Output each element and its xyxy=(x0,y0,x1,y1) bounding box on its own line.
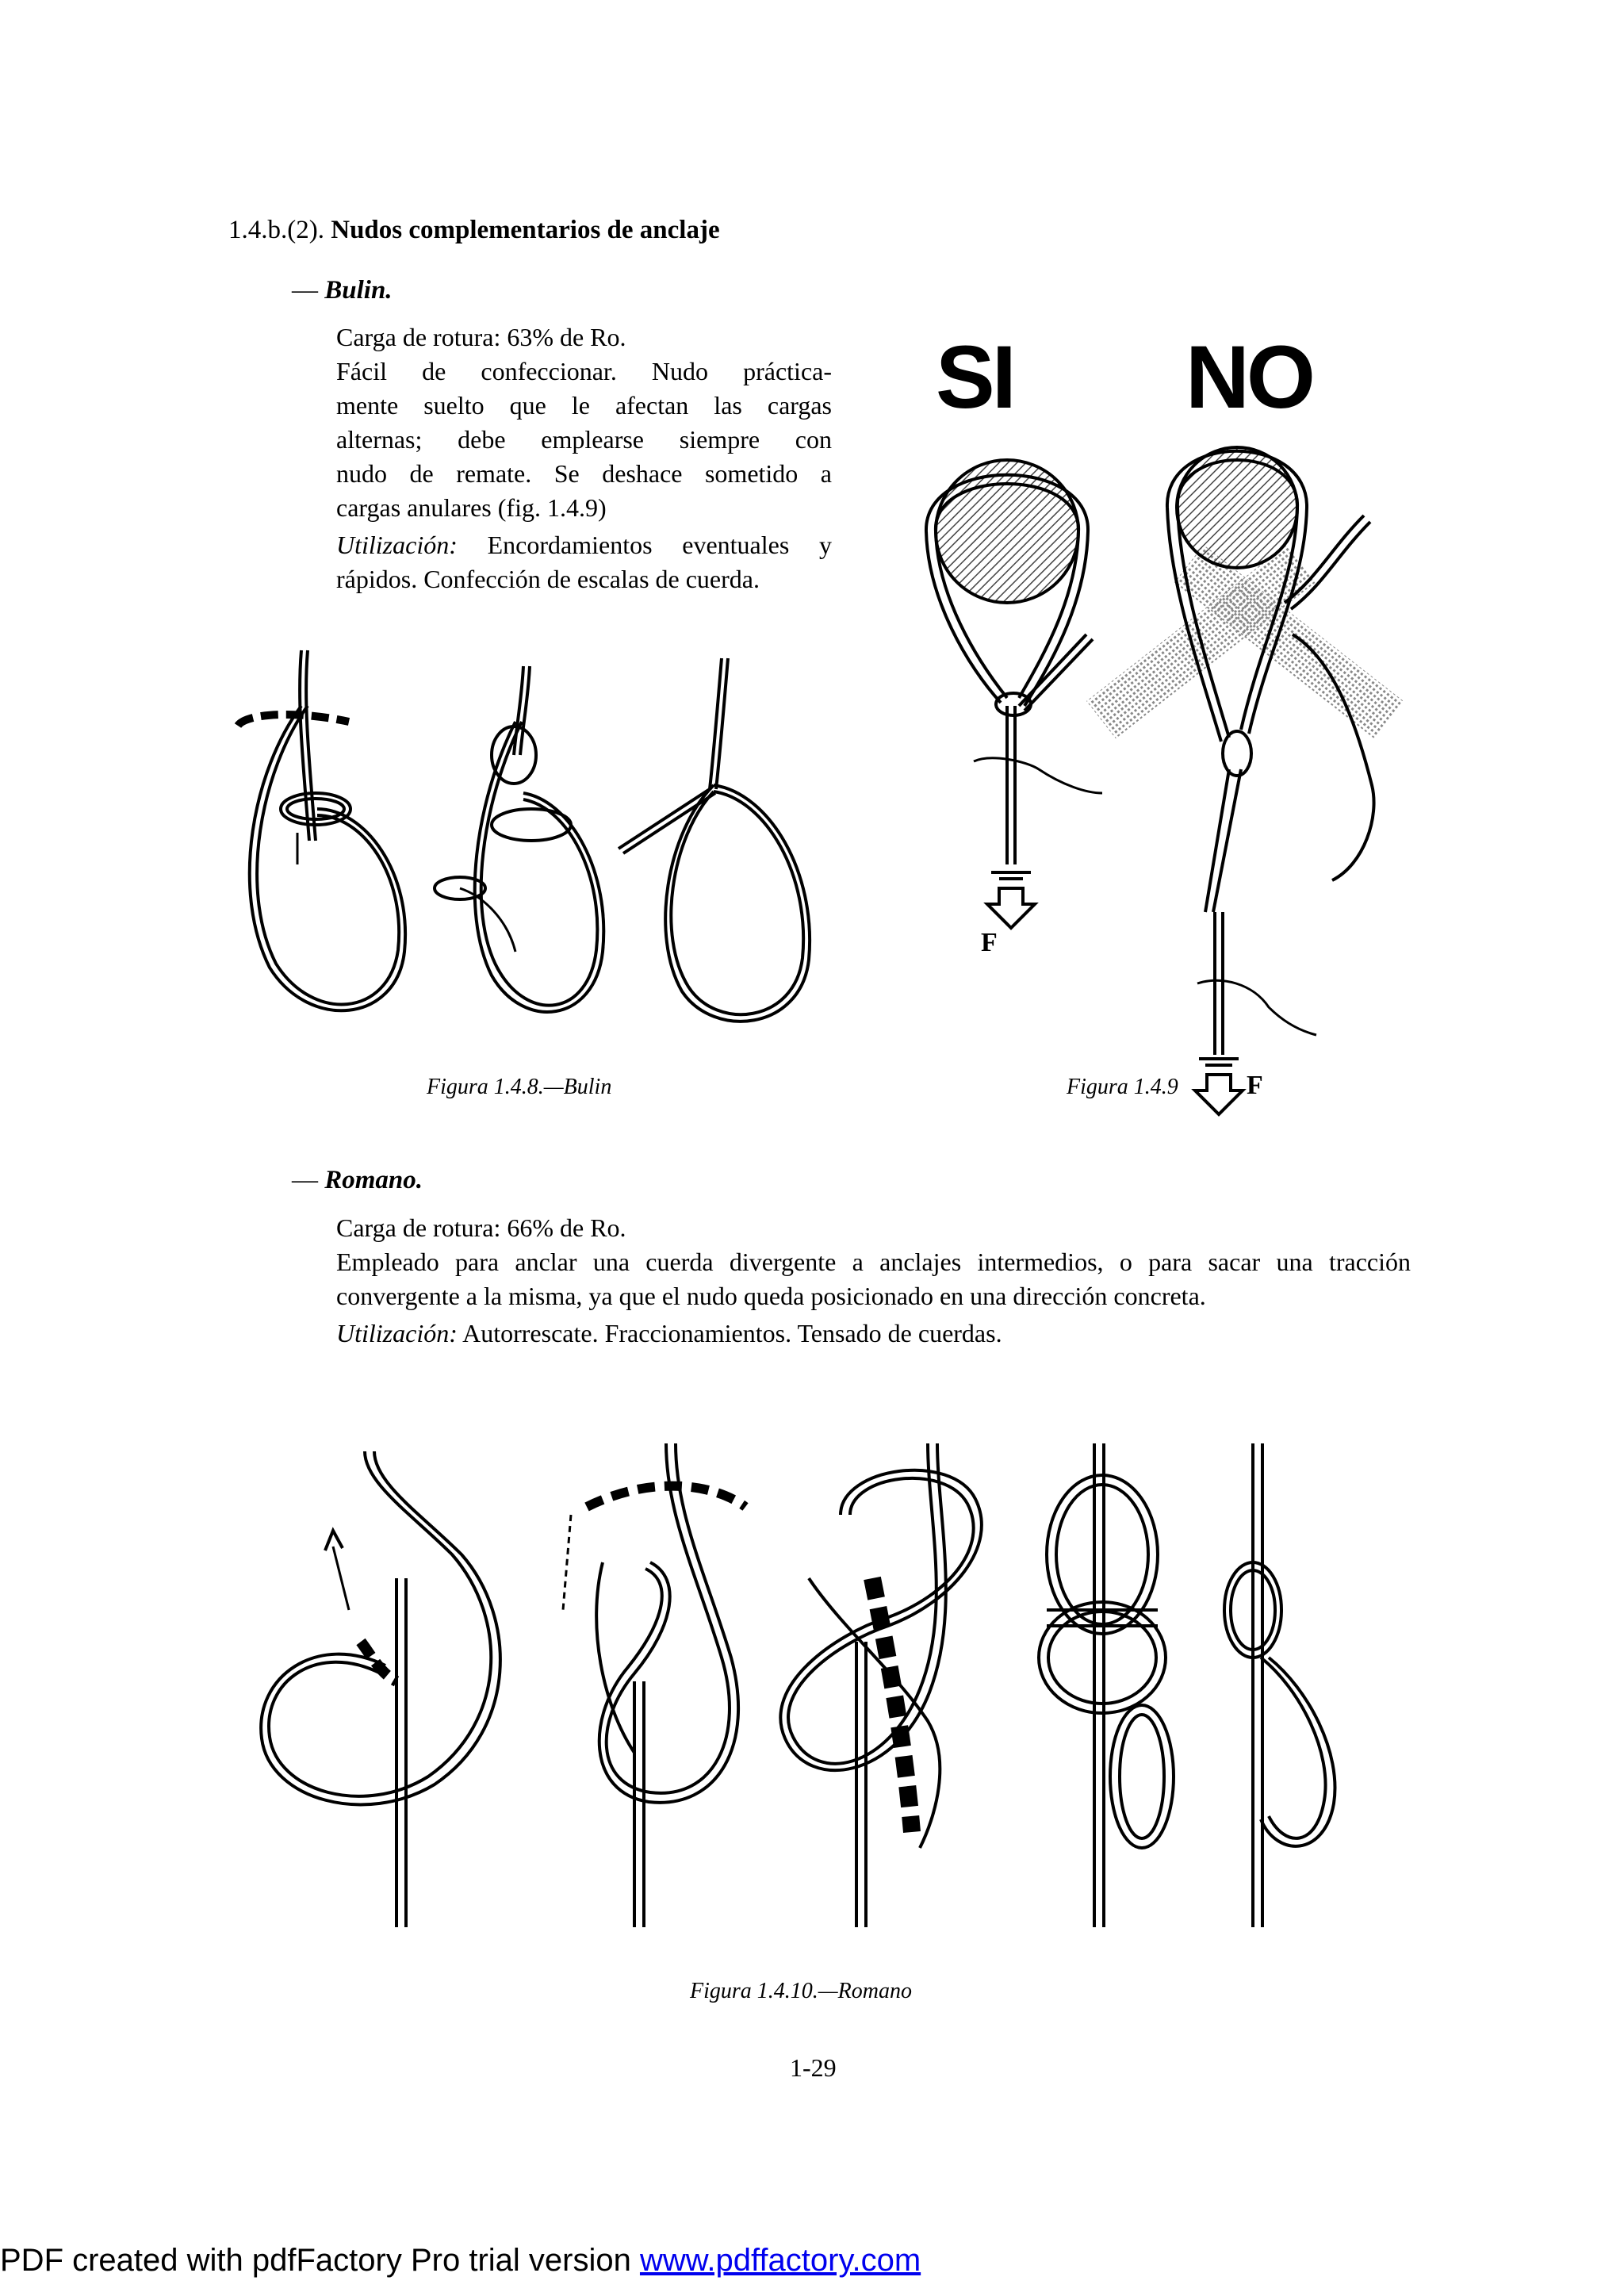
bulin-desc-line: cargas anulares (fig. 1.4.9) xyxy=(336,493,607,522)
si-label: SI xyxy=(936,328,1013,427)
footer-link[interactable]: www.pdffactory.com xyxy=(639,2243,921,2278)
bulin-dash: — xyxy=(292,276,318,305)
romano-title: Romano. xyxy=(324,1166,423,1194)
bulin-use-text-2: rápidos. Confección de escalas de cuerda. xyxy=(336,565,760,593)
force-label-no: F xyxy=(1247,1071,1263,1100)
bulin-use-label: Utilización: xyxy=(336,531,458,559)
romano-text xyxy=(336,1211,1411,1351)
section-title: Nudos complementarios de anclaje xyxy=(331,216,720,244)
figure-149-caption: Figura 1.4.9 xyxy=(1067,1075,1178,1099)
page-number: 1-29 xyxy=(790,2053,837,2082)
romano-heading xyxy=(292,1164,423,1196)
romano-knot-illustration xyxy=(238,1420,1411,1943)
force-label-si: F xyxy=(981,928,998,957)
anchor-comparison-illustration xyxy=(888,420,1427,1071)
bulin-desc-line: alternas; debe emplearse siempre con xyxy=(336,425,832,454)
bulin-use-text-1: Encordamientos eventuales y xyxy=(487,531,833,559)
bulin-title: Bulin. xyxy=(324,276,393,305)
bulin-desc-line: Fácil de confeccionar. Nudo práctica- xyxy=(336,357,832,385)
romano-load: Carga de rotura: 66% de Ro. xyxy=(336,1213,626,1242)
romano-use xyxy=(336,1317,1411,1351)
bulin-heading xyxy=(292,274,393,306)
pdf-footer xyxy=(0,2243,921,2279)
romano-desc: Empleado para anclar una cuerda divergente a anclajes intermedios, o para sacar una tracción convergente a la misma, ya que el nudo queda posicionado en una dirección concreta. xyxy=(336,1248,1411,1310)
romano-dash: — xyxy=(292,1166,318,1194)
footer-text: PDF created with pdfFactory Pro trial version xyxy=(0,2243,640,2278)
romano-use-text: Autorrescate. Fraccionamientos. Tensado de cuerdas. xyxy=(462,1319,1002,1347)
bulin-desc-line: nudo de remate. Se deshace sometido a xyxy=(336,459,832,488)
bulin-load: Carga de rotura: 63% de Ro. xyxy=(336,323,626,351)
no-label: NO xyxy=(1185,328,1312,427)
bulin-text xyxy=(336,320,832,596)
bulin-use xyxy=(336,528,832,562)
figure-1410-caption: Figura 1.4.10.—Romano xyxy=(690,1979,912,2003)
section-number: 1.4.b.(2). xyxy=(228,216,324,244)
figure-148-caption: Figura 1.4.8.—Bulin xyxy=(427,1075,612,1099)
romano-use-label: Utilización: xyxy=(336,1319,458,1347)
bulin-knot-illustration xyxy=(222,650,856,1047)
section-heading xyxy=(228,214,720,246)
bulin-desc-line: mente suelto que le afectan las cargas xyxy=(336,391,832,420)
